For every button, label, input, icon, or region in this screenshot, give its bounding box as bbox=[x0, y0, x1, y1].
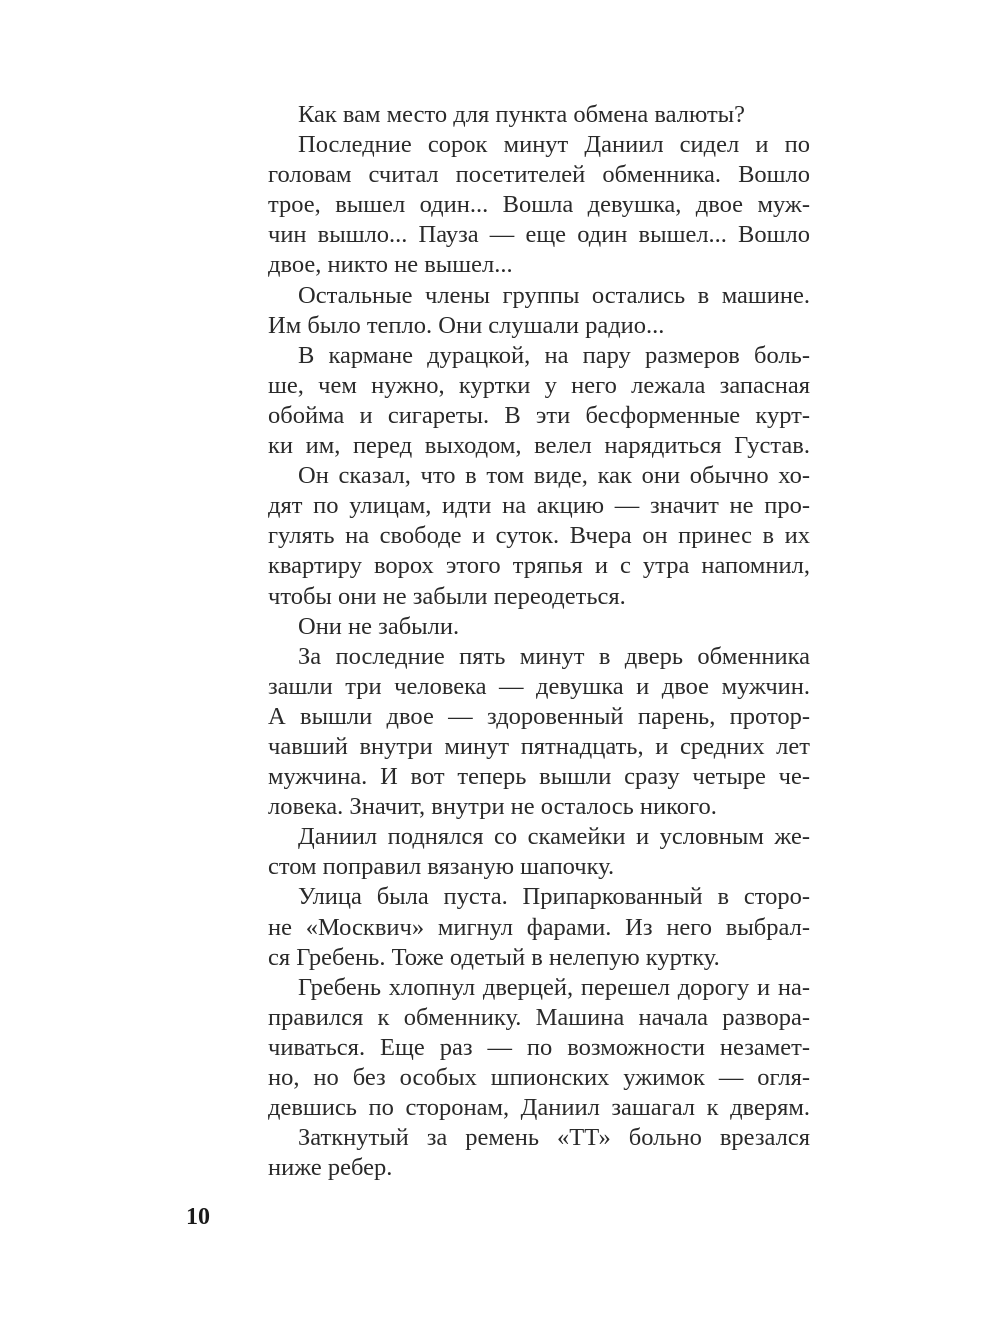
text-line: стом поправил вязаную шапочку. bbox=[268, 853, 615, 881]
text-line: трое, вышел один... Вошла девушка, двое муж- bbox=[268, 191, 810, 219]
text-line: Остальные члены группы остались в машине. bbox=[298, 281, 810, 309]
paragraph bbox=[268, 973, 810, 1123]
text-line: ся Гребень. Тоже одетый в нелепую куртку. bbox=[268, 943, 720, 971]
text-line: головам считал посетителей обменника. Вошло bbox=[268, 161, 810, 189]
paragraph bbox=[268, 642, 810, 823]
text-line: За последние пять минут в дверь обменника bbox=[298, 642, 810, 670]
text-line: чиваться. Еще раз — по возможности незамет- bbox=[268, 1033, 810, 1061]
text-line: Он сказал, что в том виде, как они обычно хо- bbox=[298, 462, 810, 490]
paragraph bbox=[268, 281, 810, 341]
text-line: Заткнутый за ремень «ТТ» больно врезался bbox=[298, 1124, 810, 1152]
paragraph bbox=[268, 461, 810, 611]
text-line: гулять на свободе и суток. Вчера он принес в их bbox=[268, 522, 810, 550]
text-line: Они не забыли. bbox=[298, 612, 460, 640]
text-line: чин вышло... Пауза — еще один вышел... Вошло bbox=[268, 221, 810, 249]
text-line: Даниил поднялся со скамейки и условным же- bbox=[298, 823, 810, 851]
page-number: 10 bbox=[186, 1204, 210, 1230]
paragraph bbox=[268, 130, 810, 280]
paragraph bbox=[268, 882, 810, 972]
paragraph bbox=[268, 822, 810, 882]
text-line: зашли три человека — девушка и двое мужчин. bbox=[268, 672, 810, 700]
text-line: Как вам место для пункта обмена валюты? bbox=[298, 101, 745, 128]
text-line: ниже ребер. bbox=[268, 1154, 393, 1182]
text-line: ловека. Значит, внутри не осталось никого. bbox=[268, 793, 717, 821]
text-line: чавший внутри минут пятнадцать, и средних лет bbox=[268, 732, 810, 760]
text-line: девшись по сторонам, Даниил зашагал к дверям. bbox=[268, 1094, 810, 1122]
paragraph bbox=[268, 100, 810, 130]
text-line: правился к обменнику. Машина начала развора- bbox=[268, 1003, 810, 1031]
text-line: двое, никто не вышел... bbox=[268, 251, 513, 279]
text-line: В кармане дурацкой, на пару размеров боль- bbox=[298, 341, 810, 369]
paragraph bbox=[268, 341, 810, 461]
text-line: обойма и сигареты. В эти бесформенные курт- bbox=[268, 401, 810, 429]
text-line: Им было тепло. Они слушали радио... bbox=[268, 311, 665, 339]
text-line: ки им, перед выходом, велел нарядиться Густав. bbox=[268, 432, 810, 460]
text-line: не «Москвич» мигнул фарами. Из него выбрал- bbox=[268, 913, 810, 941]
paragraph bbox=[268, 1123, 810, 1183]
text-line: дят по улицам, идти на акцию — значит не про- bbox=[268, 492, 810, 520]
text-line: но, но без особых шпионских ужимок — огля- bbox=[268, 1064, 810, 1091]
text-line: квартиру ворох этого тряпья и с утра напомнил, bbox=[268, 552, 810, 580]
text-line: Гребень хлопнул дверцей, перешел дорогу и на- bbox=[298, 973, 810, 1001]
text-line: Улица была пуста. Припаркованный в сторо- bbox=[298, 883, 810, 911]
text-line: Последние сорок минут Даниил сидел и по bbox=[298, 131, 810, 159]
page-body bbox=[268, 100, 810, 1183]
text-line: мужчина. И вот теперь вышли сразу четыре че- bbox=[268, 763, 810, 791]
paragraph bbox=[268, 612, 810, 642]
text-line: ше, чем нужно, куртки у него лежала запасная bbox=[268, 371, 810, 399]
text-line: чтобы они не забыли переодеться. bbox=[268, 582, 626, 610]
text-line: А вышли двое — здоровенный парень, протор- bbox=[268, 702, 810, 730]
